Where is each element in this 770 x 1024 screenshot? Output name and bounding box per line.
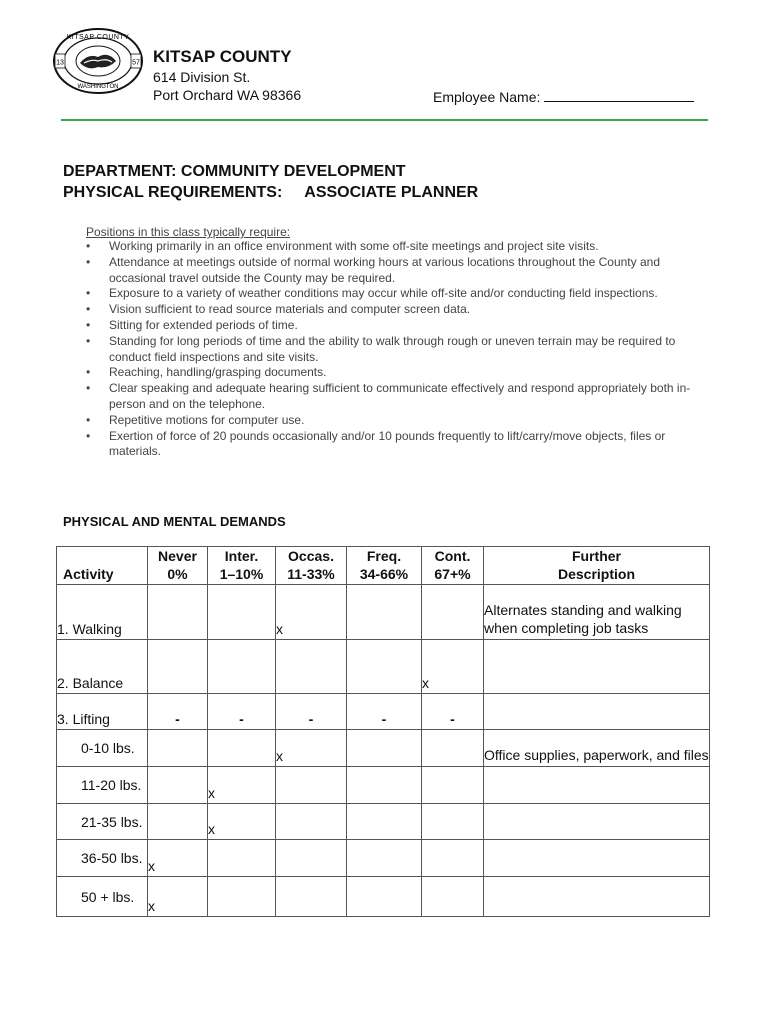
department-heading: DEPARTMENT: COMMUNITY DEVELOPMENT <box>63 163 406 180</box>
cont-cell <box>422 585 484 640</box>
occas-cell <box>276 804 347 840</box>
never-cell <box>148 640 208 694</box>
organization-name: KITSAP COUNTY <box>153 47 292 66</box>
seal-top-text: KITSAP COUNTY <box>66 34 130 41</box>
header-divider <box>61 119 708 121</box>
never-cell <box>148 730 208 767</box>
description-cell <box>484 804 710 840</box>
header-occas: Occas. 11-33% <box>276 547 347 585</box>
position-title: ASSOCIATE PLANNER <box>304 184 479 201</box>
occas-cell <box>276 840 347 877</box>
never-cell <box>148 767 208 804</box>
cont-cell: - <box>422 694 484 730</box>
inter-cell <box>208 877 276 917</box>
activity-cell: 0-10 lbs. <box>57 730 148 767</box>
requirement-item: • Vision sufficient to read source materials and computer screen data. <box>86 302 716 318</box>
requirement-item: • Exertion of force of 20 pounds occasionally and/or 10 pounds frequently to lift/carry/move objects, files or materials. <box>86 429 716 461</box>
header-freq: Freq. 34-66% <box>347 547 422 585</box>
inter-cell <box>208 585 276 640</box>
requirement-item: • Exposure to a variety of weather conditions may occur while off-site and/or conducting field inspections. <box>86 286 716 302</box>
cont-cell <box>422 767 484 804</box>
activity-cell: 36-50 lbs. <box>57 840 148 877</box>
activity-cell: 21-35 lbs. <box>57 804 148 840</box>
inter-cell: x <box>208 804 276 840</box>
never-cell: - <box>148 694 208 730</box>
physical-requirements-label: PHYSICAL REQUIREMENTS: <box>63 184 283 201</box>
requirement-item: • Attendance at meetings outside of normal working hours at various locations throughout the County and occasional travel outside the County may be required. <box>86 255 716 287</box>
description-cell <box>484 877 710 917</box>
activity-cell: 50 + lbs. <box>57 877 148 917</box>
freq-cell <box>347 804 422 840</box>
activity-cell: 2. Balance <box>57 640 148 694</box>
employee-name-label: Employee Name: <box>433 89 541 105</box>
never-cell: x <box>148 877 208 917</box>
seal-right-number: 57 <box>132 59 140 67</box>
requirement-item: • Repetitive motions for computer use. <box>86 413 716 429</box>
table-row <box>57 767 710 804</box>
requirements-list <box>86 239 716 460</box>
occas-cell: x <box>276 730 347 767</box>
cont-cell: x <box>422 640 484 694</box>
cont-cell <box>422 804 484 840</box>
activity-cell: 11-20 lbs. <box>57 767 148 804</box>
cont-cell <box>422 840 484 877</box>
inter-cell: x <box>208 767 276 804</box>
description-cell: Office supplies, paperwork, and files <box>484 730 710 767</box>
freq-cell <box>347 767 422 804</box>
occas-cell <box>276 767 347 804</box>
table-row <box>57 877 710 917</box>
header-never: Never 0% <box>148 547 208 585</box>
freq-cell <box>347 585 422 640</box>
requirements-intro: Positions in this class typically require: <box>86 225 291 239</box>
seal-bottom-text: WASHINGTON <box>77 84 119 90</box>
requirement-item: • Standing for long periods of time and the ability to walk through rough or uneven terrain may be required to conduct field inspections and site visits. <box>86 334 716 366</box>
requirement-item: • Sitting for extended periods of time. <box>86 318 716 334</box>
description-cell <box>484 767 710 804</box>
description-cell <box>484 640 710 694</box>
requirement-item: • Reaching, handling/grasping documents. <box>86 365 716 381</box>
description-cell <box>484 840 710 877</box>
county-seal-logo <box>52 27 144 95</box>
table-row <box>57 640 710 694</box>
table-row <box>57 804 710 840</box>
freq-cell: - <box>347 694 422 730</box>
never-cell <box>148 585 208 640</box>
occas-cell <box>276 640 347 694</box>
freq-cell <box>347 730 422 767</box>
description-cell: Alternates standing and walking when completing job tasks <box>484 585 710 640</box>
activity-cell: 1. Walking <box>57 585 148 640</box>
cont-cell <box>422 877 484 917</box>
freq-cell <box>347 877 422 917</box>
never-cell: x <box>148 840 208 877</box>
employee-name-blank[interactable] <box>544 87 694 102</box>
table-row <box>57 840 710 877</box>
inter-cell <box>208 640 276 694</box>
header-further-description: Further Description <box>484 547 710 585</box>
description-cell <box>484 694 710 730</box>
table-row <box>57 694 710 730</box>
freq-cell <box>347 840 422 877</box>
address-line-1: 614 Division St. <box>153 69 251 85</box>
inter-cell <box>208 840 276 877</box>
occas-cell <box>276 877 347 917</box>
demands-table <box>56 546 710 917</box>
employee-name-field <box>433 87 694 105</box>
requirement-item: • Working primarily in an office environment with some off-site meetings and project site visits. <box>86 239 716 255</box>
header-cont: Cont. 67+% <box>422 547 484 585</box>
inter-cell <box>208 730 276 767</box>
occas-cell: - <box>276 694 347 730</box>
table-row <box>57 585 710 640</box>
table-header-row <box>57 547 710 585</box>
never-cell <box>148 804 208 840</box>
occas-cell: x <box>276 585 347 640</box>
header-inter: Inter. 1–10% <box>208 547 276 585</box>
header-activity: Activity <box>57 547 148 585</box>
inter-cell: - <box>208 694 276 730</box>
requirement-item: • Clear speaking and adequate hearing sufficient to communicate effectively and respond appropriately both in-person and on the telephone. <box>86 381 716 413</box>
address-line-2: Port Orchard WA 98366 <box>153 87 302 103</box>
cont-cell <box>422 730 484 767</box>
demands-section-title: PHYSICAL AND MENTAL DEMANDS <box>63 514 286 529</box>
physical-requirements-heading <box>63 184 478 202</box>
seal-left-number: 13 <box>56 59 64 67</box>
activity-cell: 3. Lifting <box>57 694 148 730</box>
freq-cell <box>347 640 422 694</box>
table-row <box>57 730 710 767</box>
